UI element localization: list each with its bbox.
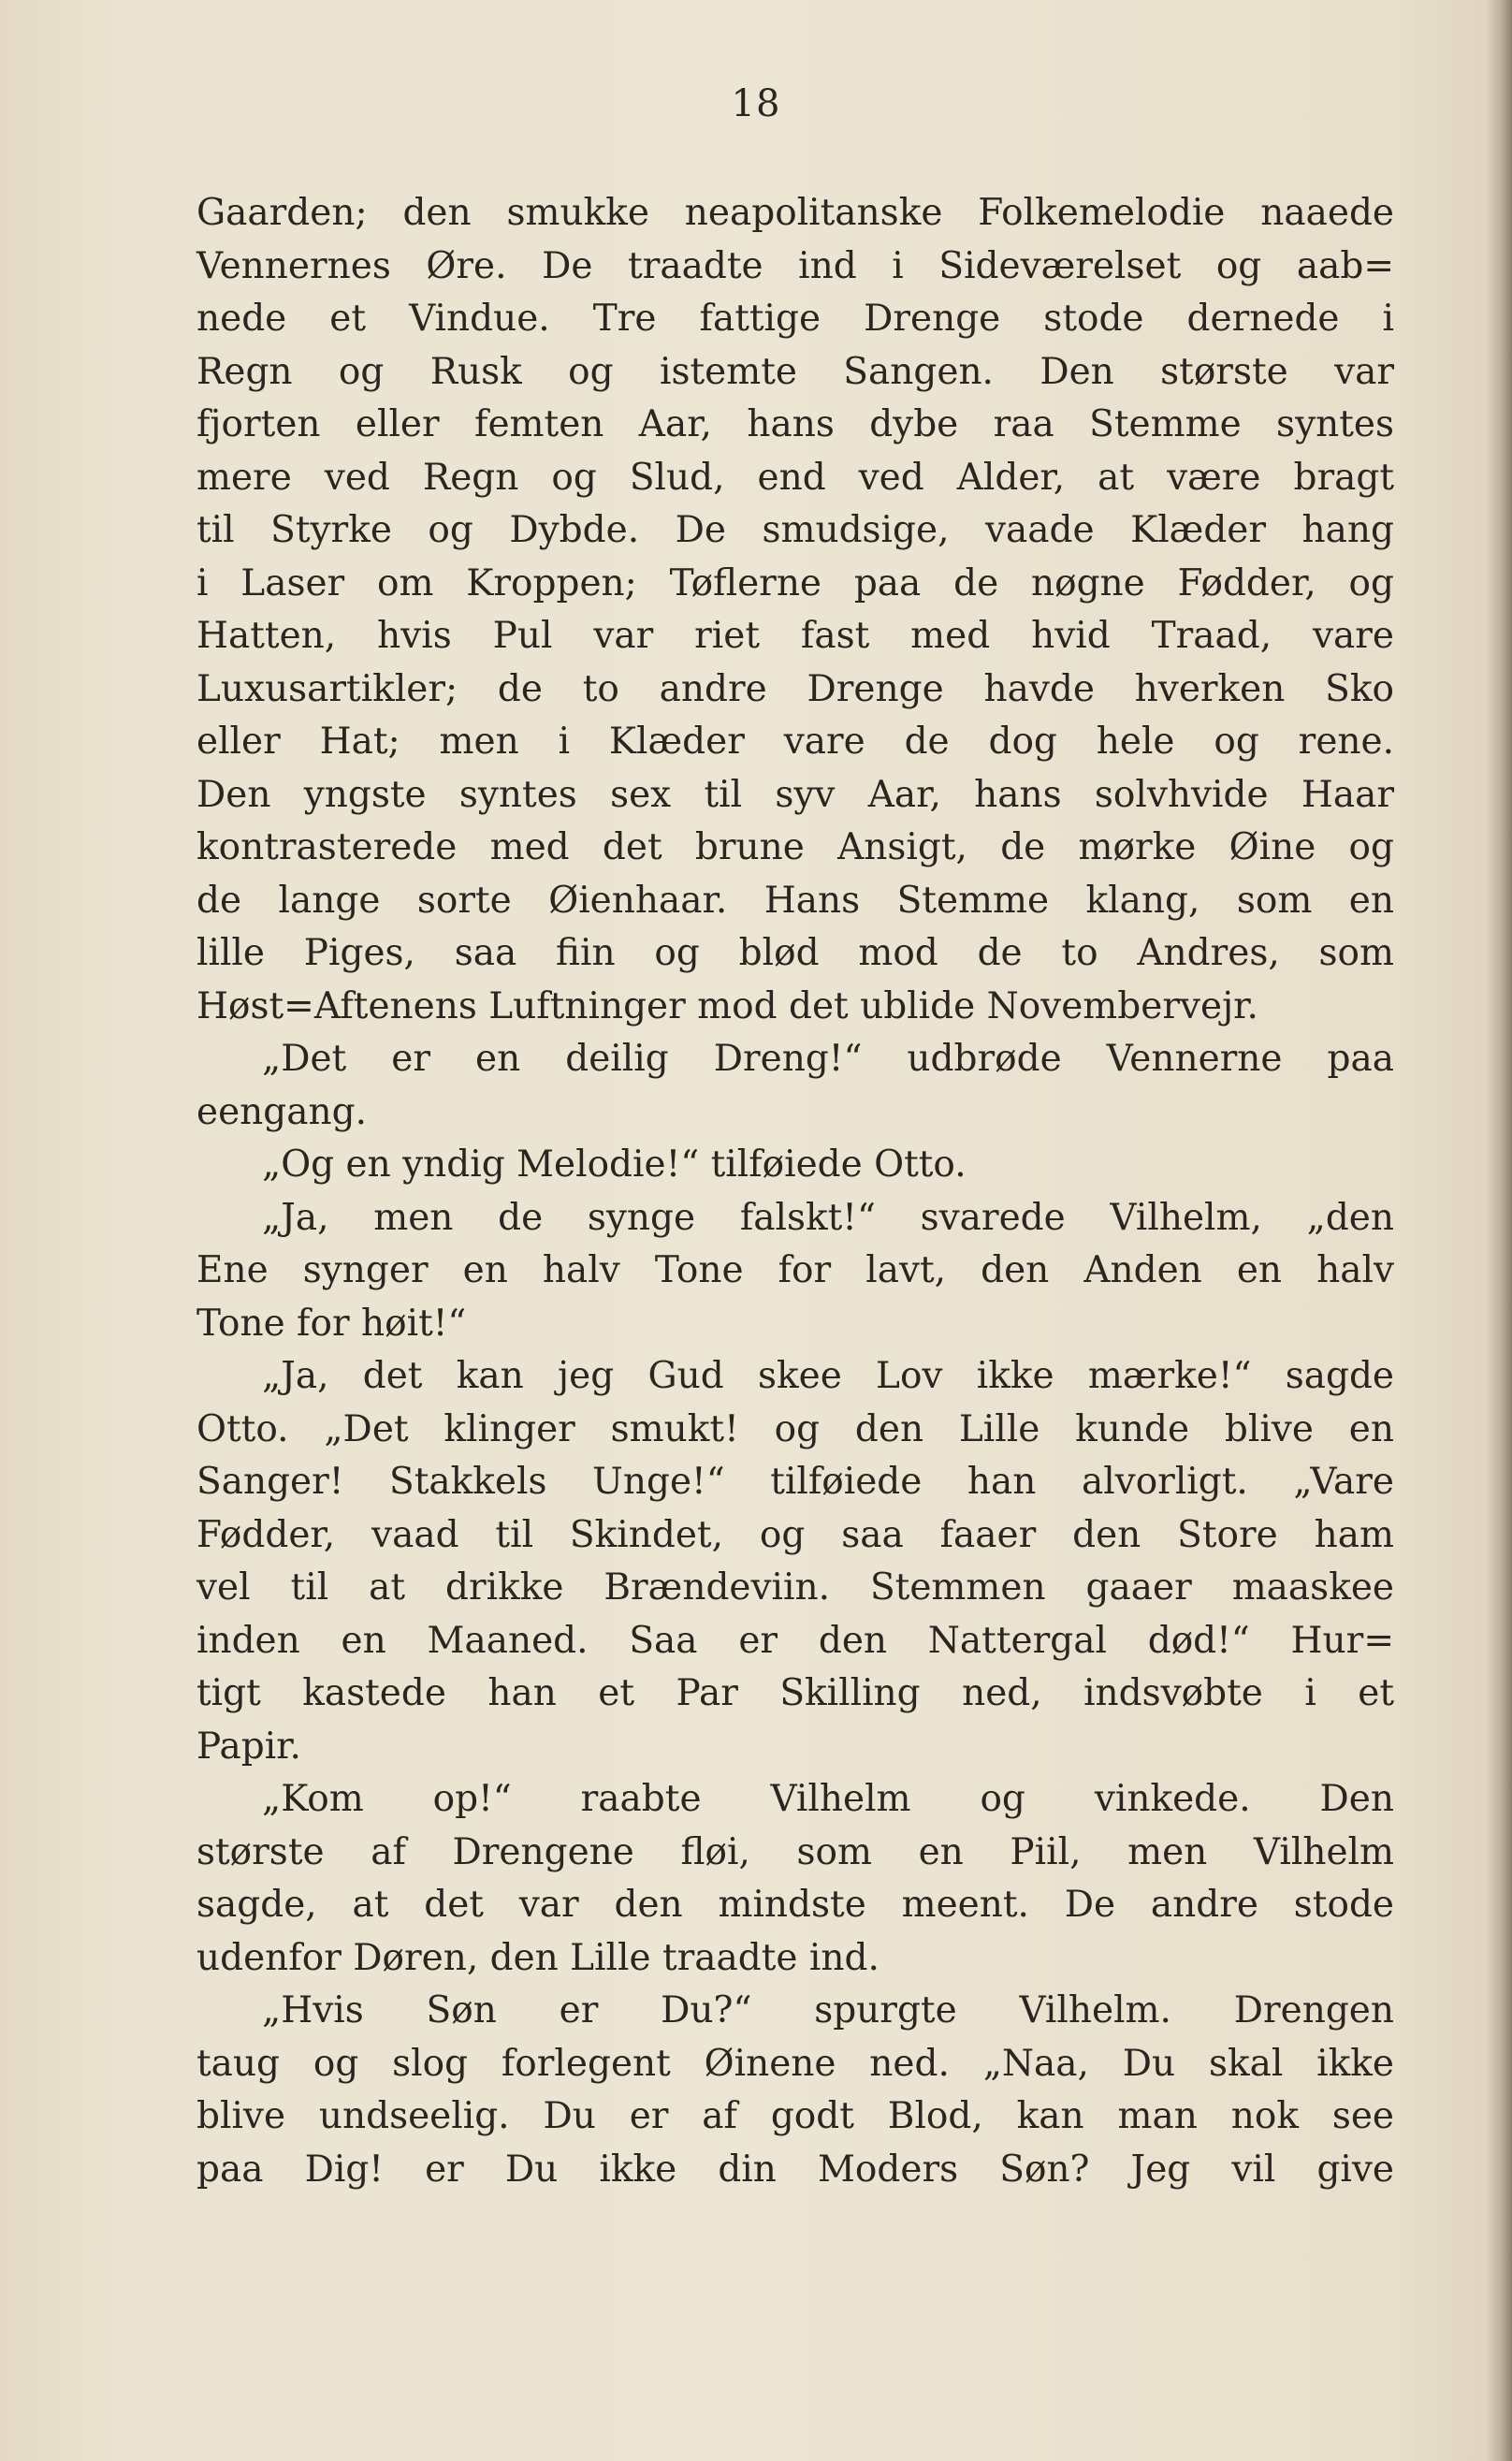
text-line: Luxusartikler; de to andre Drenge havde hverken Sko bbox=[196, 667, 1394, 710]
text-line: Ene synger en halv Tone for lavt, den Anden en halv bbox=[196, 1249, 1394, 1291]
text-line: Hatten, hvis Pul var riet fast med hvid Traad, vare bbox=[196, 615, 1394, 657]
text-line: lille Piges, saa fiin og blød mod de to Andres, som bbox=[196, 932, 1394, 974]
text-line: eller Hat; men i Klæder vare de dog hele og rene. bbox=[196, 721, 1394, 763]
text-line: Den yngste syntes sex til syv Aar, hans solvhvide Haar bbox=[196, 773, 1394, 816]
text-line: inden en Maaned. Saa er den Nattergal død!“ Hur= bbox=[196, 1619, 1394, 1662]
text-line: de lange sorte Øienhaar. Hans Stemme klang, som en bbox=[196, 879, 1394, 922]
text-line: Otto. „Det klinger smukt! og den Lille kunde blive en bbox=[196, 1407, 1394, 1450]
text-line: Høst=Aftenens Luftninger mod det ublide Novembervejr. bbox=[196, 984, 1258, 1027]
text-line: taug og slog forlegent Øinene ned. „Naa, Du skal ikke bbox=[196, 2042, 1394, 2085]
page-edge-shadow bbox=[1486, 0, 1512, 2461]
text-line: „Kom op!“ raabte Vilhelm og vinkede. Den bbox=[262, 1778, 1394, 1820]
text-line: udenfor Døren, den Lille traadte ind. bbox=[196, 1936, 880, 1979]
text-line: „Hvis Søn er Du?“ spurgte Vilhelm. Drengen bbox=[262, 1989, 1394, 2031]
text-line: Sanger! Stakkels Unge!“ tilføiede han alvorligt. „Vare bbox=[196, 1461, 1394, 1503]
text-line: vel til at drikke Brændeviin. Stemmen gaaer maaskee bbox=[196, 1566, 1394, 1609]
text-line: „Det er en deilig Dreng!“ udbrøde Vennerne paa bbox=[262, 1038, 1394, 1080]
text-line: tigt kastede han et Par Skilling ned, indsvøbte i et bbox=[196, 1672, 1394, 1714]
text-line: „Og en yndig Melodie!“ tilføiede Otto. bbox=[262, 1143, 967, 1186]
text-line: mere ved Regn og Slud, end ved Alder, at være bragt bbox=[196, 456, 1394, 499]
text-line: „Ja, det kan jeg Gud skee Lov ikke mærke!“ sagde bbox=[262, 1355, 1394, 1397]
text-line: kontrasterede med det brune Ansigt, de mørke Øine og bbox=[196, 826, 1394, 868]
text-line: nede et Vindue. Tre fattige Drenge stode dernede i bbox=[196, 298, 1394, 340]
text-line: „Ja, men de synge falskt!“ svarede Vilhelm, „den bbox=[262, 1196, 1394, 1239]
text-line: Regn og Rusk og istemte Sangen. Den største var bbox=[196, 350, 1394, 393]
text-line: Papir. bbox=[196, 1725, 301, 1768]
text-line: Gaarden; den smukke neapolitanske Folkemelodie naaede bbox=[196, 192, 1394, 234]
text-line: Tone for høit!“ bbox=[196, 1302, 467, 1345]
text-line: i Laser om Kroppen; Tøflerne paa de nøgne Fødder, og bbox=[196, 561, 1394, 604]
text-line: sagde, at det var den mindste meent. De andre stode bbox=[196, 1884, 1394, 1926]
text-line: Vennernes Øre. De traadte ind i Sideværelset og aab= bbox=[196, 244, 1394, 287]
page-number: 18 bbox=[731, 82, 781, 125]
text-line: Fødder, vaad til Skindet, og saa faaer den Store ham bbox=[196, 1513, 1394, 1556]
text-line: paa Dig! er Du ikke din Moders Søn? Jeg vil give bbox=[196, 2148, 1394, 2191]
text-line: største af Drengene fløi, som en Piil, men Vilhelm bbox=[196, 1830, 1394, 1873]
text-line: til Styrke og Dybde. De smudsige, vaade Klæder hang bbox=[196, 509, 1394, 551]
text-line: blive undseelig. Du er af godt Blod, kan man nok see bbox=[196, 2095, 1394, 2137]
text-line: fjorten eller femten Aar, hans dybe raa Stemme syntes bbox=[196, 403, 1394, 445]
text-line: eengang. bbox=[196, 1090, 367, 1133]
body-text bbox=[196, 187, 1394, 2196]
